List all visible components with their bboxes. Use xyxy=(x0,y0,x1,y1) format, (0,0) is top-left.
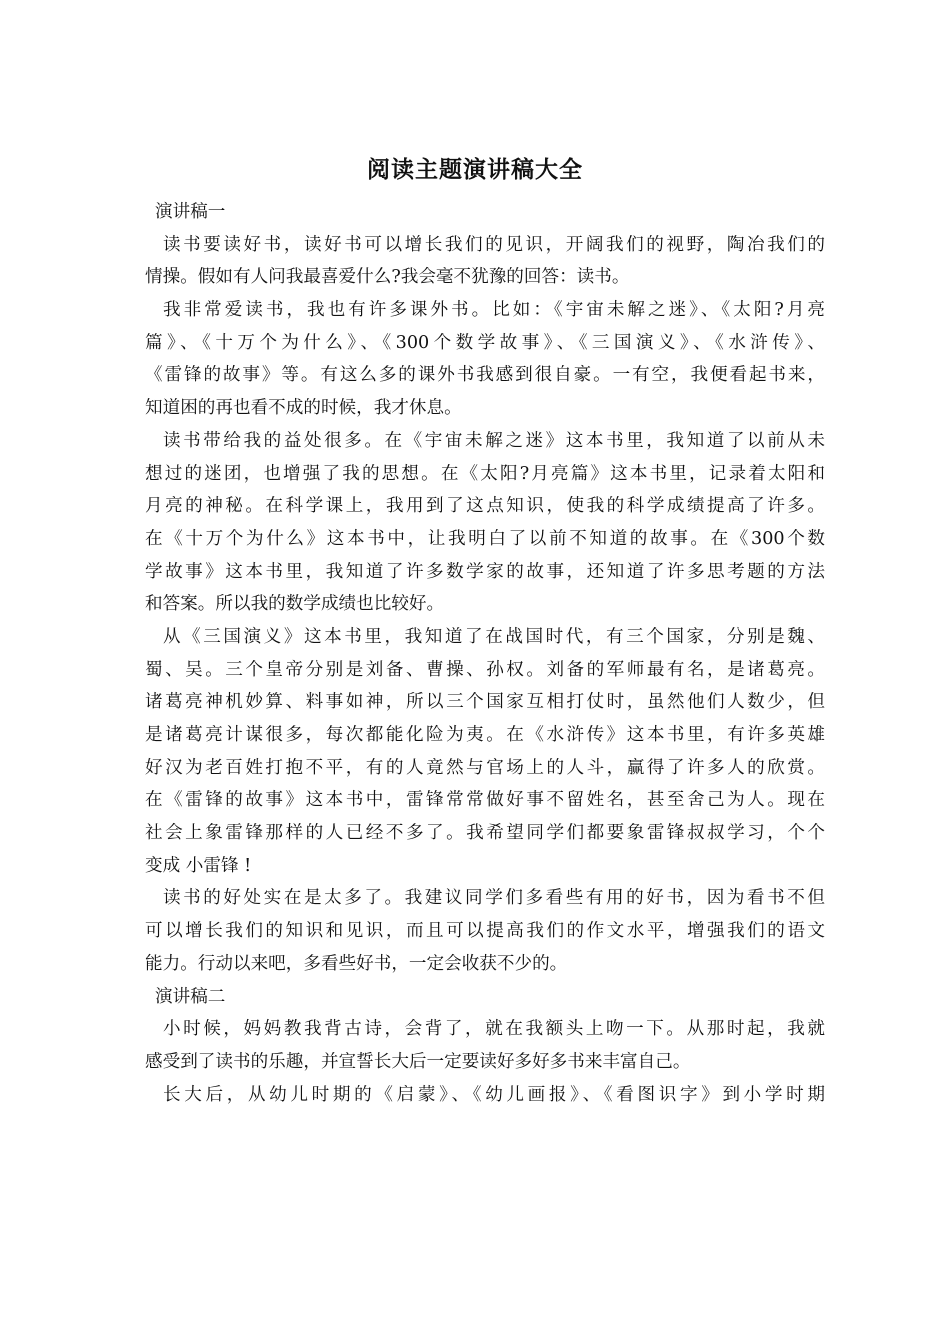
paragraph-line: 月亮的神秘。在科学课上，我用到了这点知识，使我的科学成绩提高了许多。 xyxy=(145,496,825,517)
paragraph-line: 在《雷锋的故事》这本书中，雷锋常常做好事不留姓名，甚至舍己为人。现在 xyxy=(145,790,825,811)
paragraph-line: 篇》、《十万个为什么》、《300个数学故事》、《三国演义》、《水浒传》、 xyxy=(145,332,825,353)
paragraph xyxy=(145,621,825,883)
paragraph xyxy=(145,1079,825,1112)
paragraph-line: 在《十万个为什么》这本书中，让我明白了以前不知道的故事。在《300个数 xyxy=(145,528,825,549)
paragraph-line: 感受到了读书的乐趣，并宣誓长大后一定要读好多好多书来丰富自己。 xyxy=(145,1051,691,1072)
paragraph-line: 社会上象雷锋那样的人已经不多了。我希望同学们都要象雷锋叔叔学习，个个 xyxy=(145,823,825,844)
paragraph-line: 小时候，妈妈教我背古诗，会背了，就在我额头上吻一下。从那时起，我就 xyxy=(163,1019,825,1040)
paragraph-line: 好汉为老百姓打抱不平，有的人竟然与官场上的人斗，赢得了许多人的欣赏。 xyxy=(145,757,825,778)
paragraph-line: 读书要读好书，读好书可以增长我们的见识，开阔我们的视野，陶冶我们的 xyxy=(163,234,825,255)
paragraph-line: 知道困的再也看不成的时候，我才休息。 xyxy=(145,398,462,419)
paragraph-line: 蜀、吴。三个皇帝分别是刘备、曹操、孙权。刘备的军师最有名，是诸葛亮。 xyxy=(145,659,825,680)
paragraph-line: 《雷锋的故事》等。有这么多的课外书我感到很自豪。一有空，我便看起书来， xyxy=(145,365,825,386)
paragraph-line: 变成 小雷锋 ! xyxy=(145,855,252,876)
paragraph-line: 诸葛亮神机妙算、料事如神，所以三个国家互相打仗时，虽然他们人数少，但 xyxy=(145,692,825,713)
paragraph-line: 我非常爱读书，我也有许多课外书。比如：《宇宙未解之迷》、《太阳?月亮 xyxy=(163,300,825,321)
document-title: 阅读主题演讲稿大全 xyxy=(367,156,583,183)
paragraph-line: 想过的迷团，也增强了我的思想。在《太阳?月亮篇》这本书里，记录着太阳和 xyxy=(145,463,825,484)
paragraph xyxy=(145,882,825,980)
paragraph-line: 学故事》这本书里，我知道了许多数学家的故事，还知道了许多思考题的方法 xyxy=(145,561,825,582)
paragraph-line: 从《三国演义》这本书里，我知道了在战国时代，有三个国家，分别是魏、 xyxy=(163,626,825,647)
section-heading: 演讲稿二 xyxy=(155,986,226,1007)
section-heading: 演讲稿一 xyxy=(155,202,226,222)
paragraph-line: 长大后，从幼儿时期的《启蒙》、《幼儿画报》、《看图识字》到小学时期 xyxy=(163,1084,825,1105)
paragraph-line: 和答案。所以我的数学成绩也比较好。 xyxy=(145,594,445,615)
paragraph xyxy=(145,229,825,294)
paragraph-line: 情操。假如有人问我最喜爱什么?我会毫不犹豫的回答：读书。 xyxy=(145,267,630,288)
paragraph xyxy=(145,425,825,621)
paragraph xyxy=(145,1013,825,1078)
document-body xyxy=(145,196,825,1111)
paragraph-line: 读书的好处实在是太多了。我建议同学们多看些有用的好书，因为看书不但 xyxy=(163,888,825,909)
paragraph-line: 能力。行动以来吧，多看些好书，一定会收获不少的。 xyxy=(145,953,568,974)
paragraph-line: 可以增长我们的知识和见识，而且可以提高我们的作文水平，增强我们的语文 xyxy=(145,921,825,942)
paragraph-line: 读书带给我的益处很多。在《宇宙未解之迷》这本书里，我知道了以前从未 xyxy=(163,430,825,451)
paragraph-line: 是诸葛亮计谋很多，每次都能化险为夷。在《水浒传》这本书里，有许多英雄 xyxy=(145,725,825,745)
paragraph xyxy=(145,294,825,425)
